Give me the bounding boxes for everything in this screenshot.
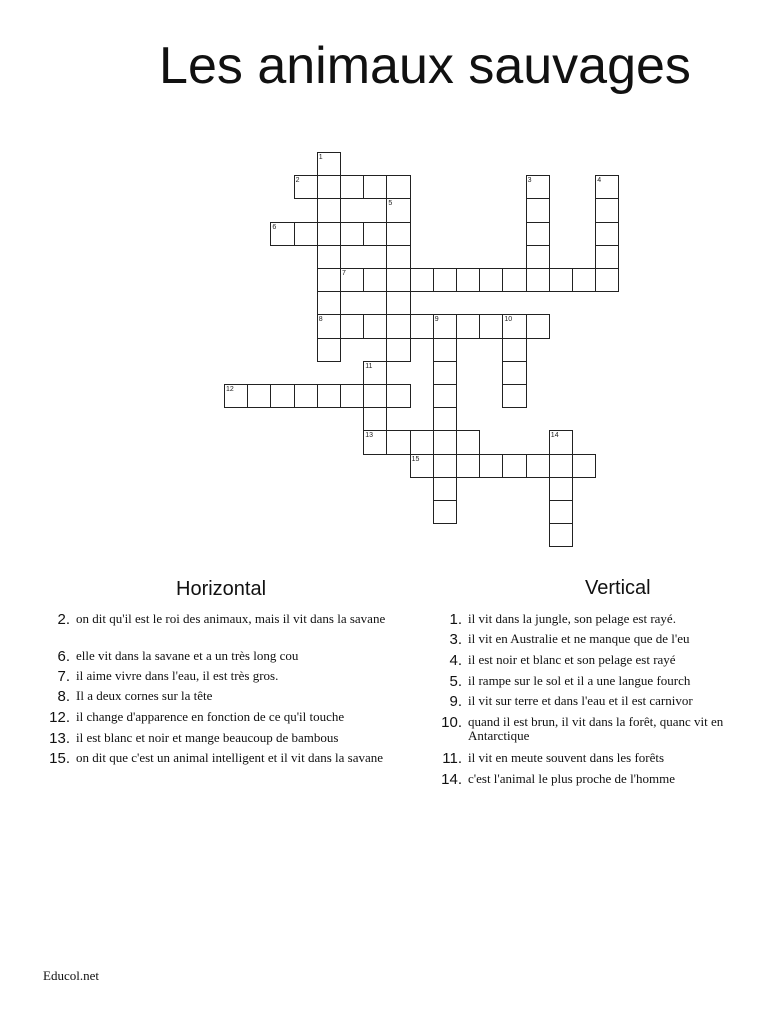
grid-cell[interactable] — [363, 407, 387, 431]
grid-cell[interactable] — [410, 314, 434, 338]
grid-cell[interactable] — [502, 361, 526, 385]
grid-cell[interactable] — [410, 268, 434, 292]
clue-text: il vit sur terre et dans l'eau et il est carnivor — [468, 694, 693, 708]
horizontal-heading: Horizontal — [176, 578, 267, 600]
clue-number: 12 — [226, 386, 234, 393]
grid-cell[interactable] — [526, 245, 550, 269]
clue-text: c'est l'animal le plus proche de l'homme — [468, 772, 676, 786]
grid-cell[interactable] — [433, 361, 457, 385]
grid-cell[interactable] — [595, 198, 619, 222]
clue-num: 14. — [441, 772, 462, 787]
clue-text: il vit dans la jungle, son pelage est rayé. — [468, 612, 676, 626]
grid-cell[interactable] — [456, 268, 480, 292]
clue-number: 4 — [597, 177, 602, 185]
grid-cell[interactable] — [595, 268, 619, 292]
clue-num: 15. — [49, 751, 70, 766]
clue-text: il rampe sur le sol et il a une langue fourch — [468, 674, 691, 688]
clue-item — [44, 612, 410, 627]
grid-cell[interactable] — [340, 175, 364, 199]
grid-cell[interactable] — [317, 338, 341, 362]
clue-item — [436, 674, 734, 689]
grid-cell[interactable] — [526, 268, 550, 292]
grid-cell[interactable] — [433, 384, 457, 408]
clue-number: 5 — [388, 200, 393, 208]
clue-num: 10. — [441, 715, 462, 731]
clue-text: il vit en Australie et ne manque que de l'eu — [468, 632, 690, 646]
clue-item — [44, 689, 410, 704]
grid-cell[interactable] — [317, 222, 341, 246]
clue-text: il aime vivre dans l'eau, il est très gros. — [76, 669, 279, 683]
grid-cell[interactable] — [317, 198, 341, 222]
grid-cell[interactable] — [433, 454, 457, 478]
grid-cell[interactable] — [363, 175, 387, 199]
grid-cell[interactable] — [386, 291, 410, 315]
grid-cell[interactable] — [526, 198, 550, 222]
grid-cell[interactable] — [433, 477, 457, 501]
grid-cell[interactable] — [433, 430, 457, 454]
clue-text: on dit qu'il est le roi des animaux, mais il vit dans la savane — [76, 612, 386, 626]
grid-cell[interactable] — [386, 222, 410, 246]
clue-number: 10 — [504, 316, 513, 324]
clue-num: 1. — [449, 612, 462, 627]
grid-cell[interactable] — [433, 500, 457, 524]
grid-cell[interactable] — [294, 384, 318, 408]
clue-num: 8. — [57, 689, 70, 704]
clue-number: 15 — [411, 455, 420, 463]
clue-number: 1 — [318, 154, 323, 161]
clue-number: 14 — [550, 432, 559, 440]
grid-cell[interactable] — [363, 268, 387, 292]
grid-cell[interactable] — [340, 314, 364, 338]
clue-item — [436, 772, 734, 787]
clue-text: il change d'apparence en fonction de ce qu'il touche — [76, 710, 345, 724]
clue-item — [44, 649, 410, 664]
grid-cell[interactable] — [595, 245, 619, 269]
grid-cell[interactable] — [386, 175, 410, 199]
grid-cell[interactable] — [317, 384, 341, 408]
grid-cell[interactable] — [433, 407, 457, 431]
grid-cell[interactable] — [363, 314, 387, 338]
grid-cell[interactable] — [479, 268, 503, 292]
clue-item — [436, 694, 734, 709]
clue-item — [44, 669, 410, 684]
clue-number: 2 — [295, 177, 300, 185]
grid-cell[interactable] — [479, 314, 503, 338]
clue-text: elle vit dans la savane et a un très long cou — [76, 649, 299, 663]
clue-number: 7 — [342, 270, 346, 277]
clue-item — [436, 653, 734, 668]
clue-item — [436, 632, 734, 647]
clue-text: il est blanc et noir et mange beaucoup de bambous — [76, 731, 339, 745]
clue-number: 9 — [434, 316, 439, 324]
clue-num: 5. — [449, 674, 462, 689]
clue-number: 13 — [365, 432, 373, 440]
grid-cell[interactable] — [340, 222, 364, 246]
grid-cell[interactable] — [456, 314, 480, 338]
grid-cell[interactable] — [456, 430, 480, 454]
clue-num: 7. — [57, 669, 70, 684]
clue-num: 12. — [49, 710, 70, 725]
grid-cell[interactable] — [410, 430, 434, 454]
grid-cell[interactable] — [549, 454, 573, 478]
clue-item — [44, 710, 410, 725]
grid-cell[interactable] — [456, 454, 480, 478]
page-title: Les animaux sauvages — [159, 37, 691, 95]
clue-num: 13. — [49, 731, 70, 746]
grid-cell[interactable] — [294, 222, 318, 246]
grid-cell[interactable] — [386, 245, 410, 269]
grid-cell[interactable] — [317, 245, 341, 269]
grid-cell[interactable] — [502, 338, 526, 362]
clue-num: 11. — [442, 751, 462, 766]
grid-cell[interactable] — [340, 384, 364, 408]
grid-cell[interactable] — [386, 384, 410, 408]
grid-cell[interactable] — [595, 222, 619, 246]
grid-cell[interactable] — [526, 454, 550, 478]
grid-cell[interactable] — [549, 500, 573, 524]
grid-cell[interactable] — [317, 175, 341, 199]
grid-cell[interactable] — [317, 268, 341, 292]
grid-cell[interactable] — [572, 454, 596, 478]
clue-number: 6 — [272, 223, 277, 231]
clue-number: 3 — [527, 177, 532, 185]
vertical-heading: Vertical — [585, 577, 651, 599]
clue-number: 11 — [365, 362, 373, 370]
clue-text: Il a deux cornes sur la tête — [76, 689, 213, 703]
clue-number: 8 — [318, 316, 323, 324]
grid-cell[interactable] — [526, 222, 550, 246]
grid-cell[interactable] — [433, 268, 457, 292]
grid-cell[interactable] — [572, 268, 596, 292]
clue-num: 4. — [449, 653, 462, 668]
clue-item — [436, 751, 734, 766]
grid-cell[interactable] — [479, 454, 503, 478]
grid-cell[interactable] — [386, 430, 410, 454]
grid-cell[interactable] — [247, 384, 271, 408]
grid-cell[interactable] — [549, 477, 573, 501]
clue-item — [44, 751, 410, 766]
grid-cell[interactable] — [433, 338, 457, 362]
clue-item — [44, 731, 410, 746]
footer-credit: Educol.net — [43, 968, 99, 983]
clue-num: 6. — [57, 649, 70, 664]
grid-cell[interactable] — [386, 314, 410, 338]
clue-num: 9. — [449, 694, 462, 709]
clue-item — [436, 612, 734, 627]
grid-cell[interactable] — [386, 338, 410, 362]
grid-cell[interactable] — [386, 268, 410, 292]
clue-item — [436, 715, 734, 743]
clue-text: on dit que c'est un animal intelligent et il vit dans la savane — [76, 751, 384, 765]
clue-num: 3. — [449, 632, 462, 647]
grid-cell[interactable] — [317, 291, 341, 315]
grid-cell[interactable] — [502, 384, 526, 408]
grid-cell[interactable] — [549, 268, 573, 292]
grid-cell[interactable] — [363, 384, 387, 408]
clue-num: 2. — [57, 612, 70, 627]
grid-cell[interactable] — [270, 384, 294, 408]
grid-cell[interactable] — [526, 314, 550, 338]
grid-cell[interactable] — [502, 268, 526, 292]
clue-text: il est noir et blanc et son pelage est rayé — [468, 653, 676, 667]
clue-text: il vit en meute souvent dans les forêts — [468, 751, 665, 765]
grid-cell[interactable] — [549, 523, 573, 547]
grid-cell[interactable] — [363, 222, 387, 246]
grid-cell[interactable] — [502, 454, 526, 478]
clue-text: quand il est brun, il vit dans la forêt, quanc vit en Antarctique — [468, 715, 724, 743]
